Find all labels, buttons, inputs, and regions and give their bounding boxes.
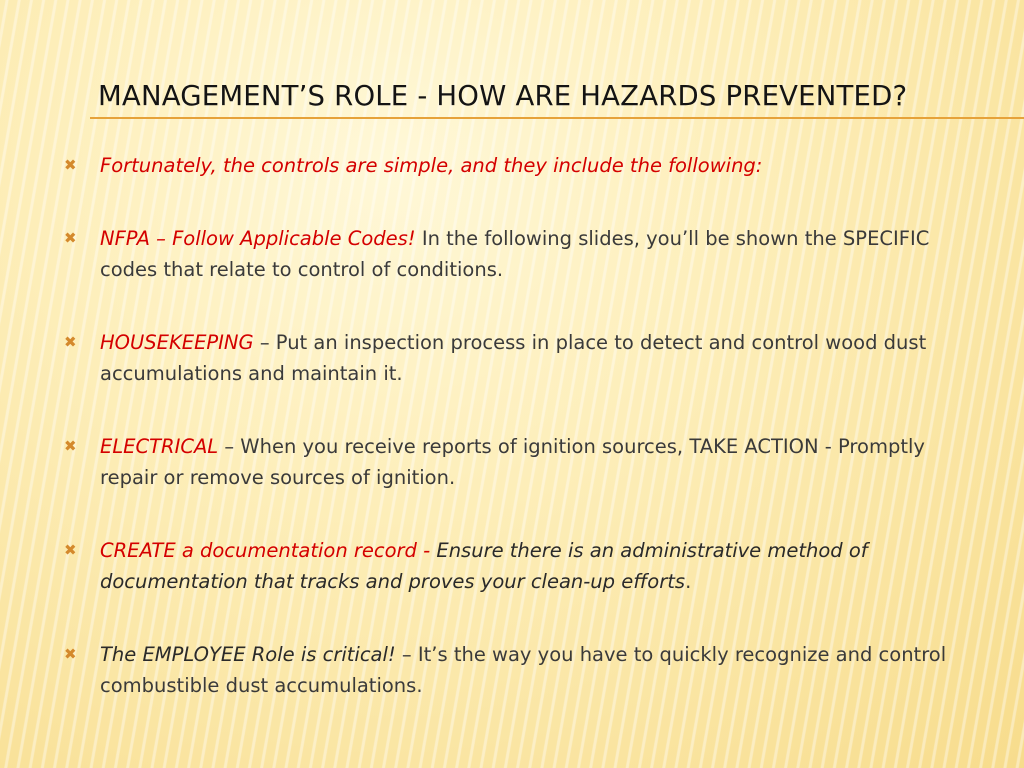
bullet-item [62, 431, 962, 493]
bullet-item [62, 327, 962, 389]
bullet-list [62, 150, 962, 743]
bullet-text: – Put an inspection process in place to detect and control wood dust accumulations and maintain it. [100, 331, 927, 385]
title-underline [90, 117, 1024, 119]
bullet-lead: CREATE a documentation record - [100, 539, 437, 562]
slide-title: MANAGEMENT’S ROLE - HOW ARE HAZARDS PREVENTED? [98, 80, 908, 112]
x-mark-icon: ✖ [64, 333, 77, 351]
bullet-item [62, 535, 962, 597]
bullet-lead: ELECTRICAL [100, 435, 219, 458]
bullet-text: In the following slides, you’ll be shown the SPECIFIC codes that relate to control of conditions. [100, 227, 930, 281]
bullet-item [62, 223, 962, 285]
bullet-lead: The EMPLOYEE Role is critical! [100, 643, 396, 666]
x-mark-icon: ✖ [64, 541, 77, 559]
x-mark-icon: ✖ [64, 645, 77, 663]
bullet-text: – When you receive reports of ignition sources, TAKE ACTION - Promptly repair or remove sources of ignition. [100, 435, 925, 489]
bullet-lead: Fortunately, the controls are simple, and they include the following: [100, 154, 763, 177]
x-mark-icon: ✖ [64, 156, 77, 174]
bullet-item [62, 639, 962, 701]
bullet-item [62, 150, 962, 181]
bullet-lead: NFPA – Follow Applicable Codes! [100, 227, 416, 250]
x-mark-icon: ✖ [64, 229, 77, 247]
bullet-lead: HOUSEKEEPING [100, 331, 254, 354]
bullet-text: – It’s the way you have to quickly recognize and control combustible dust accumulations. [100, 643, 947, 697]
bullet-italic-text: Ensure there is an administrative method of documentation that tracks and proves your clean-up efforts [100, 539, 868, 593]
bullet-text: . [685, 570, 692, 593]
x-mark-icon: ✖ [64, 437, 77, 455]
